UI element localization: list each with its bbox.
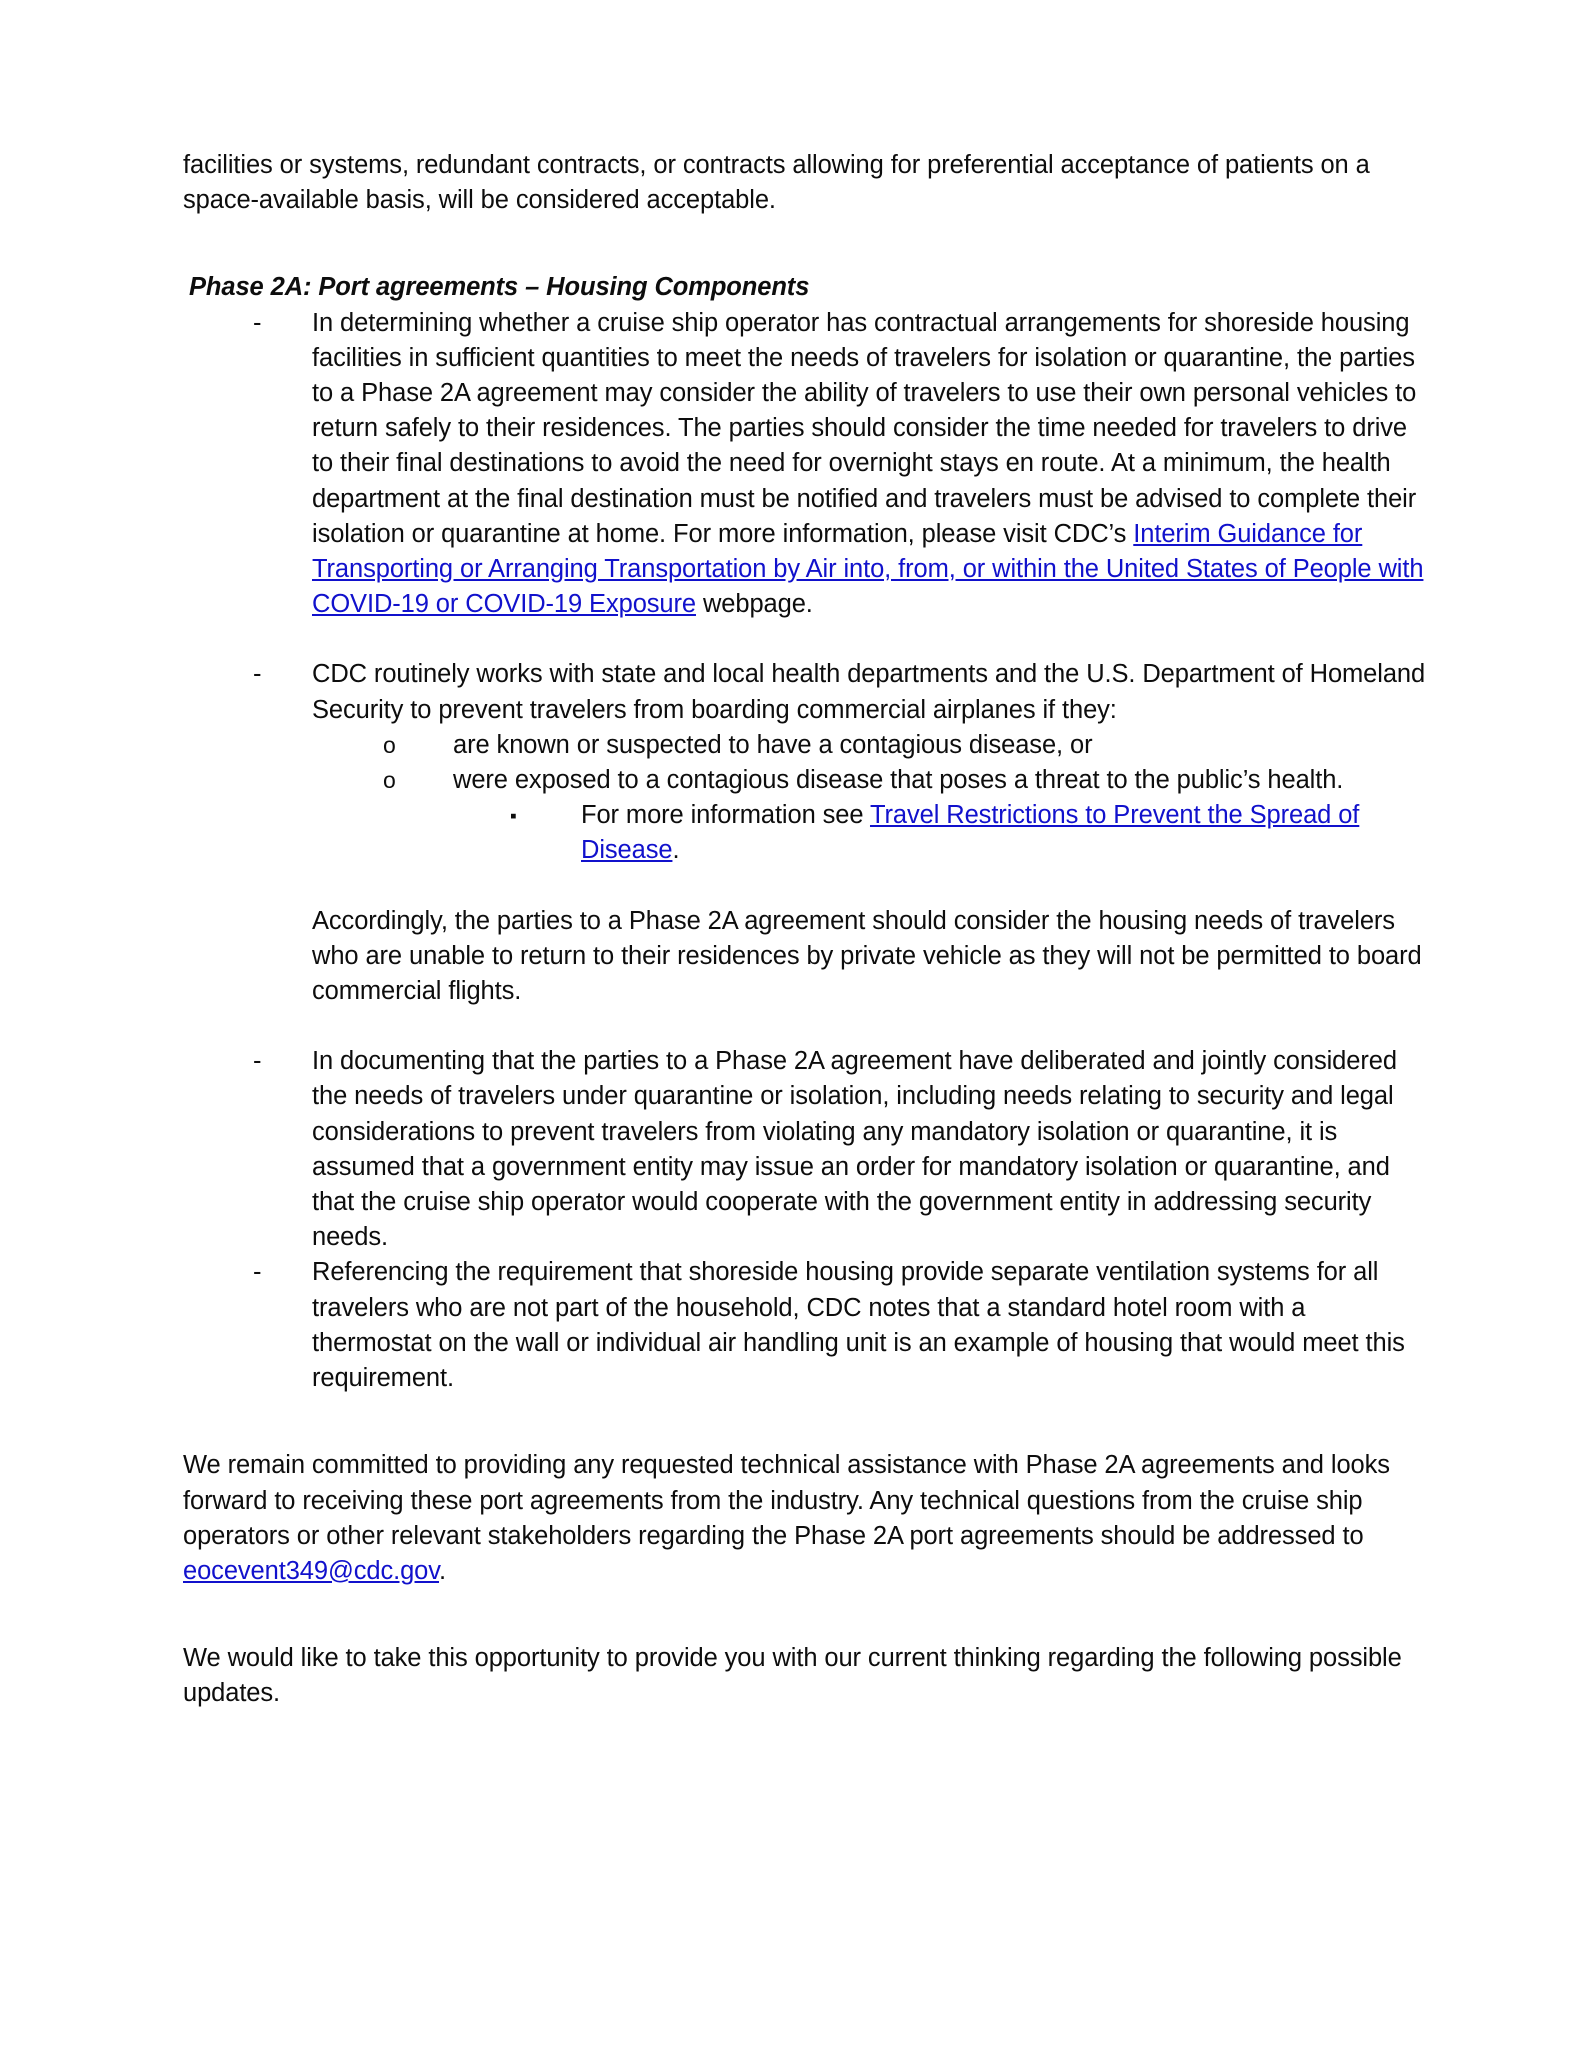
bullet-1-text-after-link: webpage. [695,590,813,619]
sub-bullet-item-2 [383,763,1426,798]
spacer [183,1396,1426,1448]
sub-bullet-1-text: are known or suspected to have a contagious disease, or [453,730,1093,759]
circle-bullet-icon: o [383,731,396,758]
sub-bullet-item-1 [383,728,1426,763]
travel-restrictions-link[interactable]: Travel Restrictions to Prevent the Spread of Disease [581,801,1360,865]
bullet-item-3 [253,1044,1426,1255]
bullet-2-continuation-paragraph: Accordingly, the parties to a Phase 2A agreement should consider the housing needs of travelers who are unable to return to their residences by private vehicle as they will not be permitted to board commercial flights. [312,906,1422,1006]
bullet-1-text-before-link: In determining whether a cruise ship operator has contractual arrangements for shoreside housing facilities in sufficient quantities to meet the needs of travelers for isolation or quarantine, the parties to a Phase 2A agreement may consider the ability of travelers to use their own personal vehicles to return safely to their residences. The parties should consider the time needed for travelers to drive to their final destinations to avoid the need for overnight stays en route. At a minimum, the health department at the final destination must be notified and travelers must be advised to complete their isolation or quarantine at home. For more information, please visit CDC’s [312,308,1417,548]
closing-1-text-before-link: We remain committed to providing any requested technical assistance with Phase 2A agreements and looks forward to receiving these port agreements from the industry. Any technical questions from the cruise ship operators or other relevant stakeholders regarding the Phase 2A port agreements should be addressed to [183,1451,1390,1550]
interim-guidance-link[interactable]: Interim Guidance for Transporting or Arranging Transportation by Air into, from, or within the United States of People with COVID-19 or COVID-19 Exposure [312,519,1424,619]
spacer [183,622,1426,657]
sub-sub-bullet-text-after-link: . [672,836,680,865]
bullet-item-2 [253,657,1426,727]
dash-bullet-icon: - [253,308,262,337]
bullet-2-text: CDC routinely works with state and local health departments and the U.S. Department of Homeland Security to prevent travelers from boarding commercial airplanes if they: [312,660,1426,724]
bullet-item-1 [253,306,1426,623]
closing-paragraph-1 [183,1448,1426,1589]
bullet-4-text: Referencing the requirement that shoreside housing provide separate ventilation systems for all travelers who are not part of the household, CDC notes that a standard hotel room with a thermostat on the wall or individual air handling unit is an example of housing that would meet this requirement. [312,1258,1405,1393]
sub-sub-bullet-item [508,798,1426,868]
spacer [183,218,1426,270]
bullet-3-text: In documenting that the parties to a Phase 2A agreement have deliberated and jointly considered the needs of travelers under quarantine or isolation, including needs relating to security and legal considerations to prevent travelers from violating any mandatory isolation or quarantine, it is assumed that a government entity may issue an order for mandatory isolation or quarantine, and that the cruise ship operator would cooperate with the government entity in addressing security needs. [312,1047,1397,1252]
document-body [183,148,1426,1712]
sub-sub-bullet-text-before-link: For more information see [581,801,870,830]
spacer [183,869,1426,904]
spacer [183,1589,1426,1641]
bullet-item-4 [253,1255,1426,1396]
closing-1-text-after-link: . [439,1556,447,1585]
dash-bullet-icon: - [253,1047,262,1076]
paragraph-top: facilities or systems, redundant contracts, or contracts allowing for preferential acceptance of patients on a space-available basis, will be considered acceptable. [183,151,1370,215]
dash-bullet-icon: - [253,660,262,689]
square-bullet-icon: ▪ [510,806,517,828]
circle-bullet-icon: o [383,767,396,794]
closing-paragraph-2: We would like to take this opportunity to provide you with our current thinking regarding the following possible updates. [183,1644,1402,1708]
dash-bullet-icon: - [253,1258,262,1287]
section-heading: Phase 2A: Port agreements – Housing Components [189,273,810,302]
spacer [183,1009,1426,1044]
sub-bullet-2-text: were exposed to a contagious disease that poses a threat to the public’s health. [453,766,1344,795]
email-link[interactable]: eocevent349@cdc.gov [183,1556,440,1585]
